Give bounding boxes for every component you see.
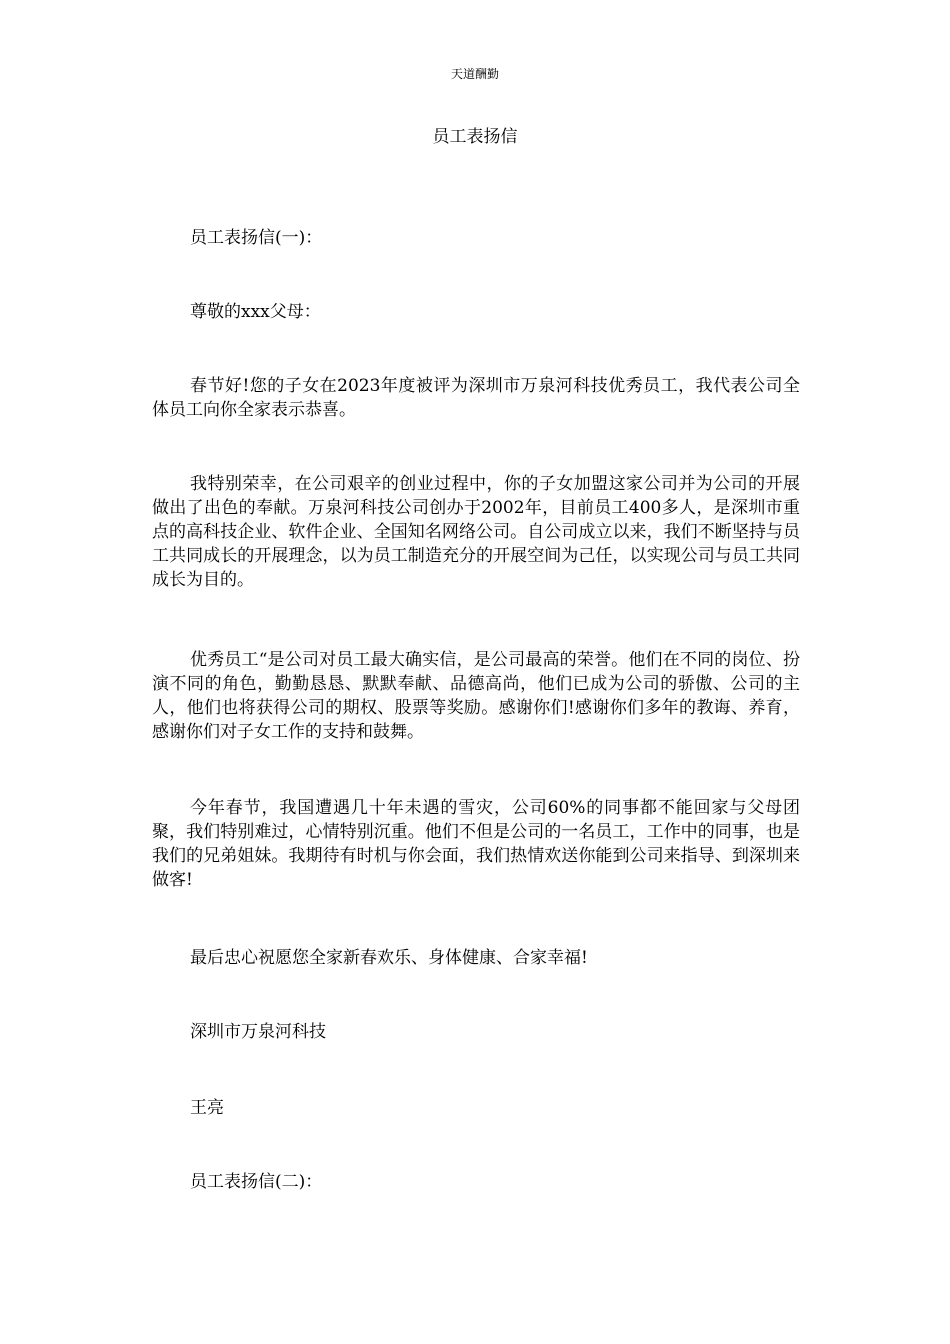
section-heading-2: 员工表扬信(二)： (190, 1172, 323, 1192)
paragraph-1: 春节好!您的子女在2023年度被评为深圳市万泉河科技优秀员工，我代表公司全体员工向你全家表示恭喜。 (152, 376, 800, 420)
header-note: 天道酬勤 (450, 67, 499, 81)
signer-name: 王亮 (190, 1098, 224, 1118)
page-title: 员工表扬信 (432, 127, 518, 147)
closing-wish: 最后忠心祝愿您全家新春欢乐、身体健康、合家幸福! (190, 948, 588, 968)
section-heading-1: 员工表扬信(一)： (190, 228, 323, 248)
paragraph-3: 优秀员工“是公司对员工最大确实信，是公司最高的荣誉。他们在不同的岗位、扮演不同的角色，勤勤恳恳、默默奉献、品德高尚，他们已成为公司的骄傲、公司的主人，他们也将获得公司的期权、股票等奖励。感谢你们!感谢你们多年的教诲、养育，感谢你们对子女工作的支持和鼓舞。 (152, 650, 800, 742)
company-name: 深圳市万泉河科技 (190, 1022, 326, 1042)
salutation: 尊敬的xxx父母： (190, 302, 321, 322)
paragraph-2: 我特别荣幸，在公司艰辛的创业过程中，你的子女加盟这家公司并为公司的开展做出了出色的奉献。万泉河科技公司创办于2002年，目前员工400多人，是深圳市重点的高科技企业、软件企业、全国知名网络公司。自公司成立以来，我们不断坚持与员工共同成长的开展理念，以为员工制造充分的开展空间为己任，以实现公司与员工共同成长为目的。 (152, 474, 800, 590)
paragraph-4: 今年春节，我国遭遇几十年未遇的雪灾，公司60%的同事都不能回家与父母团聚，我们特别难过，心情特别沉重。他们不但是公司的一名员工，工作中的同事，也是我们的兄弟姐妹。我期待有时机与你会面，我们热情欢送你能到公司来指导、到深圳来做客! (152, 798, 800, 890)
